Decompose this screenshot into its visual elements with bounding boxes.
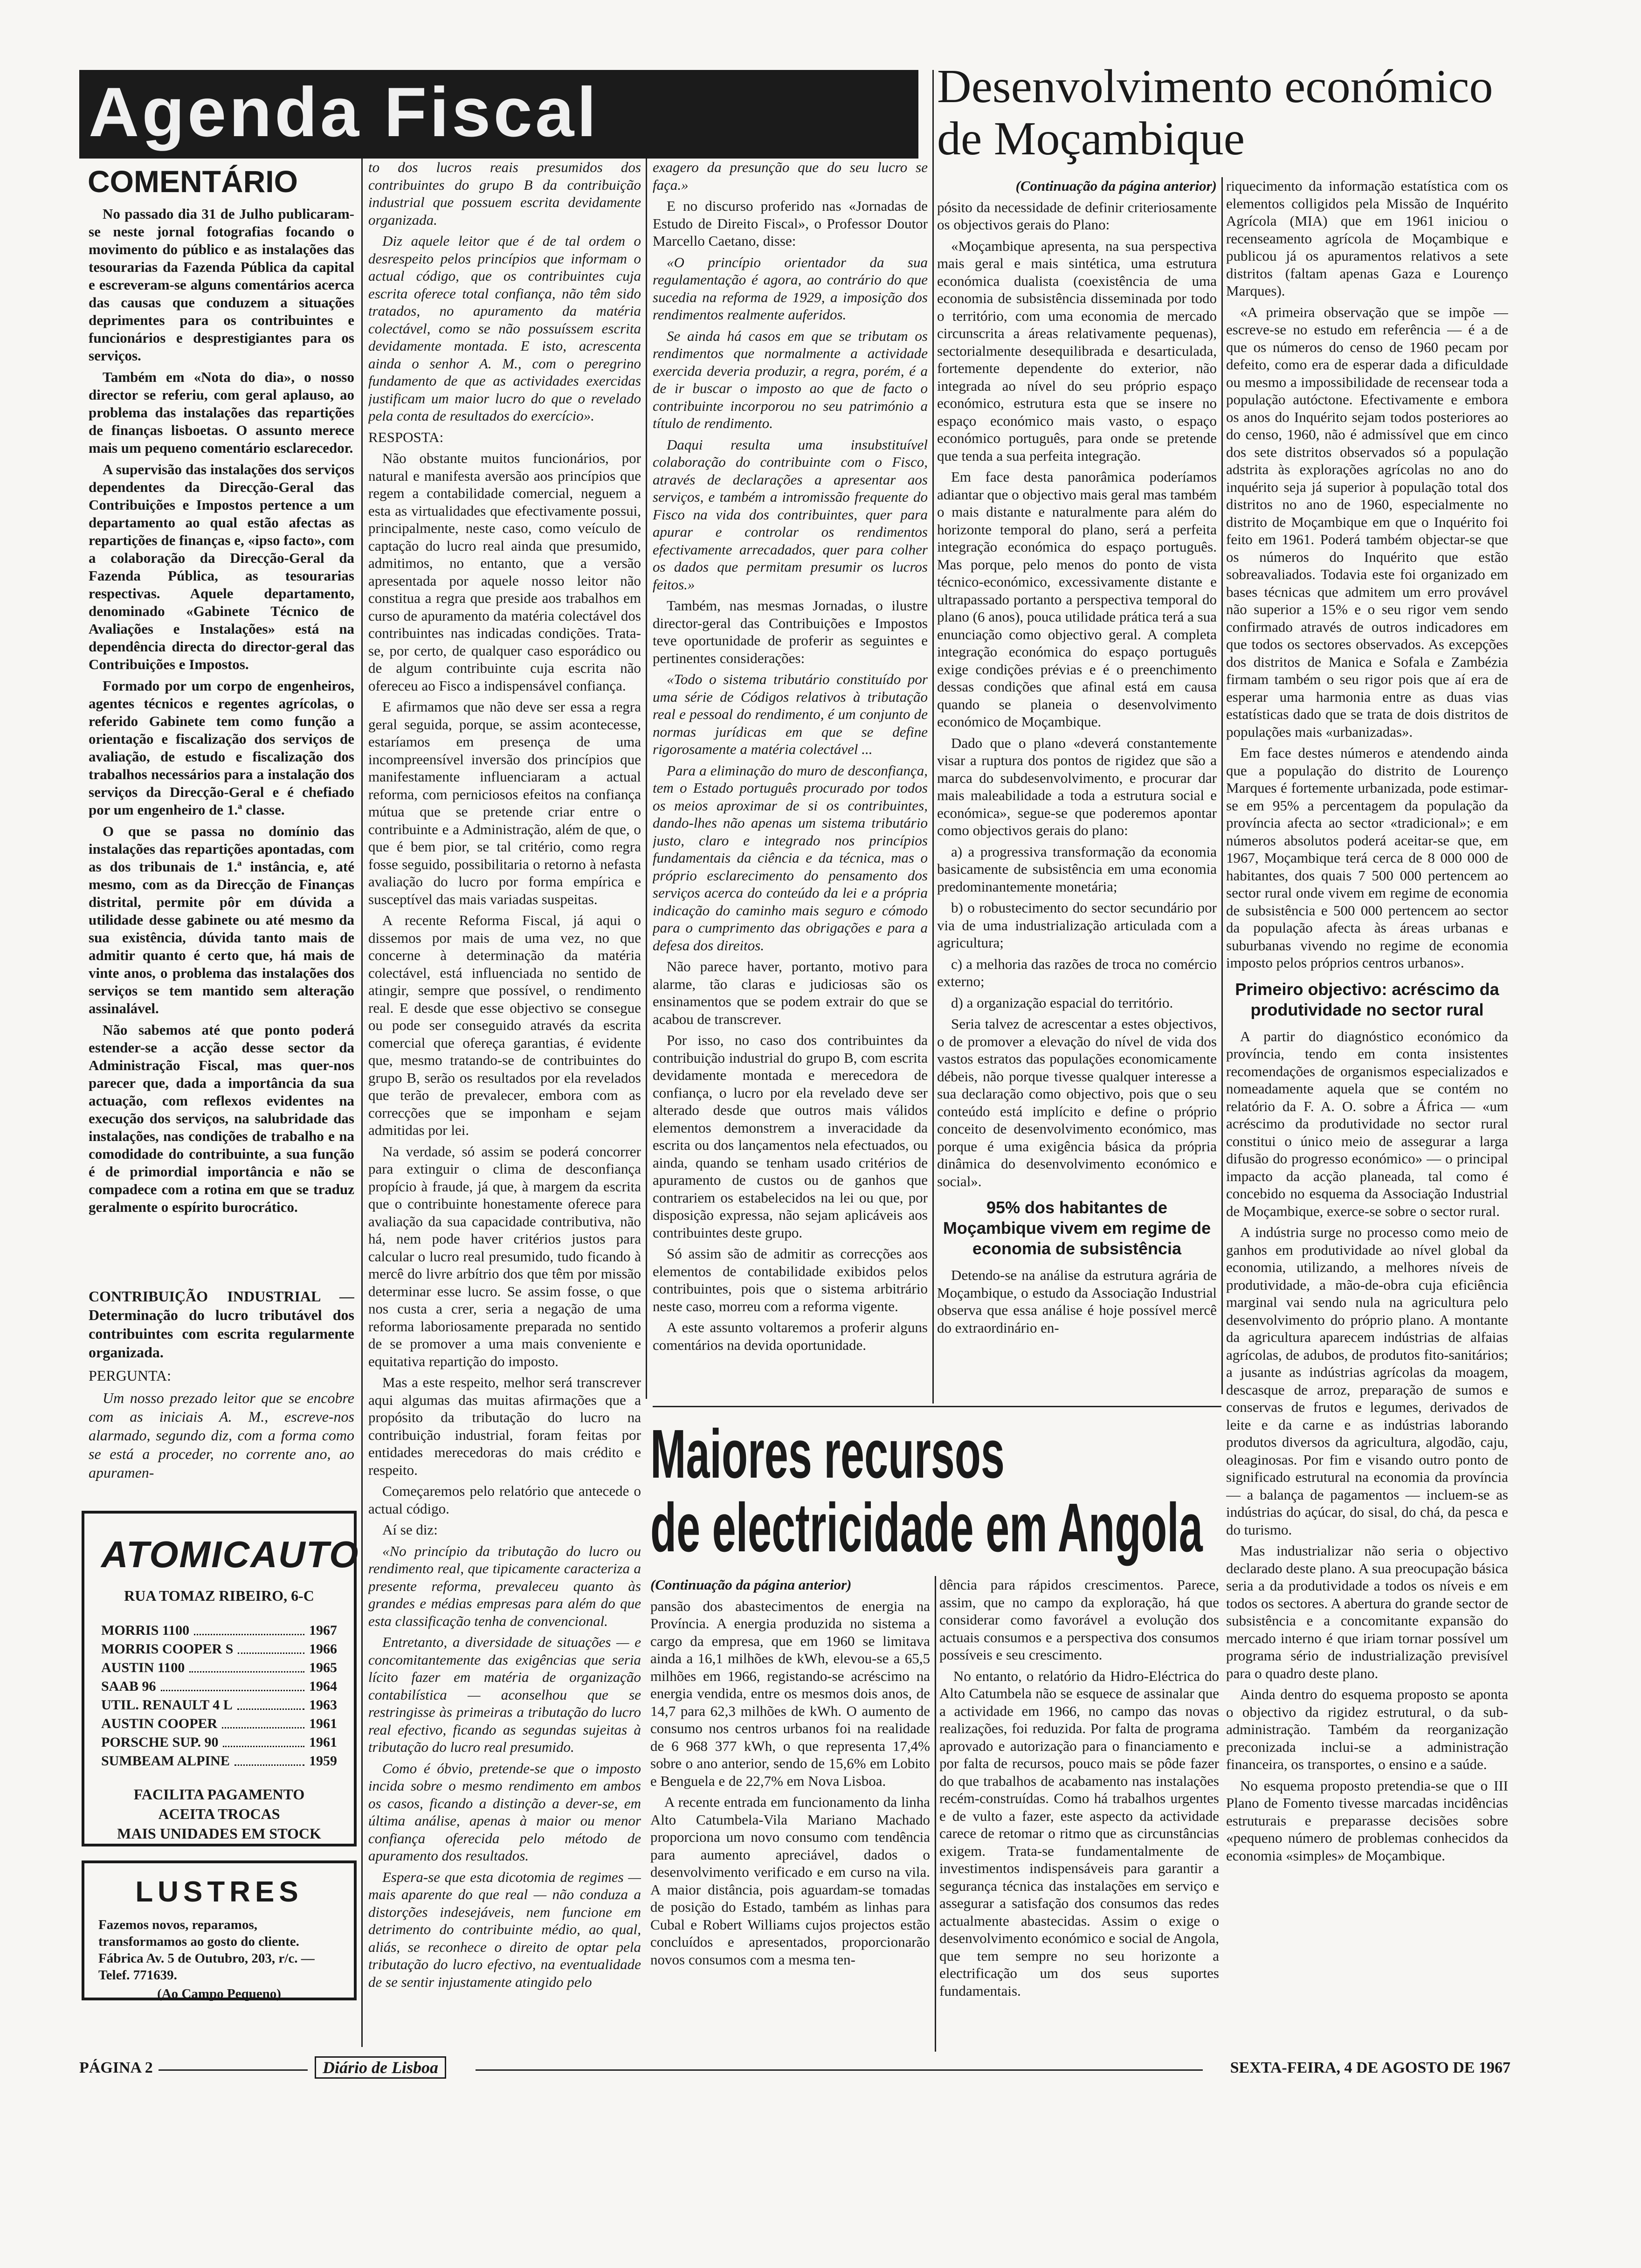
mocambique-subhead: 95% dos habitantes de Moçambique vivem em regime de economia de subsistência <box>943 1198 1211 1258</box>
car-year: 1959 <box>309 1753 337 1769</box>
comentario-intro: No passado dia 31 de Julho publicaram-se neste jornal fotografias focando o movimento do público e as instalações das tesourarias da Fazenda Pública da capital e escreveram-se alguns comentários acerca das causas que conduzem a situações deprimentes para os contribuintes e funcionários e desprestigiantes para os serviços. <box>89 206 354 364</box>
comentario-paragraph: Também em «Nota do dia», o nosso director se referiu, com geral aplauso, ao problema das instalações das repartições de finanças lisboetas. O assunto merece mais um pequeno comentário esclarecedor. <box>89 369 354 456</box>
comentario-title: COMENTÁRIO <box>88 164 298 199</box>
angola-paragraph: pansão dos abastecimentos de energia na Província. A energia produzida no sistema a cargo da empresa, que em 1960 se limitava ainda a 16,1 milhões de kWh, elevou-se a 65,5 milhões em 1966, registando-se acréscimo na energia vendida, entre os mesmos dois anos, de 14,7 para 62,3 milhões de kWh. O aumento de consumo nos centros urbanos foi na realidade de 6 968 377 kWh, o que representa 17,4% sobre o ano anterior, sendo de 15,6% em Lobito e Benguela e de 22,7% em Nova Lisboa. <box>650 1597 930 1789</box>
col2-paragraph: «No princípio da tributação do lucro ou rendimento real, que tipicamente caracteriza a presente reforma, prevaleceu quanto às grandes e médias empresas para além do que esta classificação tenha de convencional. <box>368 1542 641 1629</box>
masthead: Diário de Lisboa <box>315 2056 446 2079</box>
mocambique-paragraph: Dado que o plano «deverá constantemente visar a ruptura dos pontos de rigidez que são a marca do subdesenvolvimento, e procurar dar mais maleabilidade a toda a estrutura social e económica», segue-se que poderemos apontar como objectivos gerais do plano: <box>937 734 1217 838</box>
car-year: 1964 <box>309 1679 337 1694</box>
issue-date: SEXTA-FEIRA, 4 DE AGOSTO DE 1967 <box>1230 2059 1510 2076</box>
car-row <box>101 1677 337 1696</box>
col3-paragraph: exagero da presunção que do seu lucro se faça.» <box>653 159 928 193</box>
car-model: UTIL. RENAULT 4 L <box>101 1697 233 1713</box>
car-list <box>101 1621 337 1770</box>
car-model: SUMBEAM ALPINE <box>101 1753 230 1769</box>
dot-leader <box>234 1752 304 1766</box>
car-row <box>101 1715 337 1733</box>
mocambique-paragraph: No esquema proposto pretendia-se que o III Plano de Fomento tivesse marcadas incidências estruturais e preparasse decisões sobre «pequeno número de problemas conhecidos da economia «simples» de Moçambique. <box>1226 1777 1508 1864</box>
pergunta-text: Um nosso prezado leitor que se encobre com as iniciais A. M., escreve-nos alarmado, segundo diz, com a forma como se está a proceder, no corrente ano, ao apuramen- <box>89 1390 354 1481</box>
contribuicao-block <box>89 1287 354 1492</box>
mocambique-paragraph: a) a progressiva transformação da economia basicamente de subsistência em uma economia predominantemente monetária; <box>937 843 1217 895</box>
mocambique-paragraph: Ainda dentro do esquema proposto se aponta o objectivo da rigidez estrutural, o da sub-administração. Também da reorganização preconizada inclui-se a administração financeira, os transportes, o ensino e a saúde. <box>1226 1686 1508 1772</box>
car-row <box>101 1696 337 1715</box>
car-row <box>101 1621 337 1640</box>
car-model: MORRIS 1100 <box>101 1623 190 1638</box>
col2-paragraph: Como é óbvio, pretende-se que o imposto incida sobre o mesmo rendimento em ambos os casos, ficando a distinção a dever-se, em última análise, apenas à maior ou menor confiança oferecida pelo método de apuramento dos resultados. <box>368 1760 641 1864</box>
pergunta-label: PERGUNTA: <box>89 1367 171 1384</box>
atomicauto-line: FACILITA PAGAMENTO <box>133 1786 305 1803</box>
dot-leader <box>223 1733 304 1747</box>
mocambique-subhead: Primeiro objectivo: acréscimo da produtividade no sector rural <box>1235 979 1499 1019</box>
atomicauto-address: RUA TOMAZ RIBEIRO, 6-C <box>124 1587 314 1604</box>
continuation-note: (Continuação da página anterior) <box>1015 178 1217 194</box>
footer-rule <box>159 2069 308 2071</box>
column-rule <box>935 1576 936 2052</box>
continuation-note: (Continuação da página anterior) <box>650 1577 852 1593</box>
mocambique-paragraph: Em face destes números e atendendo ainda que a população do distrito de Lourenço Marques é fortemente urbanizada, pode estimar-se em 95% a percentagem da população da província afecta ao sector «tradicional»; e em números absolutos poderá aceitar-se que, em 1967, Moçambique terá cerca de 8 000 000 de habitantes, dos quais 7 500 000 pertencem ao sector rural onde vivem em regime de economia de subsistência e 500 000 pertencem ao sector da população afecta às áreas urbanas e suburbanas vivendo no regime de economia imposto pelos próprios centros urbanos». <box>1226 745 1508 971</box>
atomicauto-ad <box>82 1511 357 1846</box>
lustres-title: LUSTRES <box>135 1876 303 1908</box>
mocambique-paragraph: pósito da necessidade de definir criteriosamente os objectivos gerais do Plano: <box>937 199 1217 233</box>
column-rule <box>1221 177 1223 1394</box>
mocambique-paragraph: A indústria surge no processo como meio de ganhos em produtividade ao nível global da economia, utilizando, a melhores níveis de produtividade, a mão-de-obra cuja eficiência marginal vai sendo nula na agricultura pelo desenvolvimento do próprio plano. A montante da agricultura aparecem indústrias de alfaias agrícolas, de adubos, de produtos fito-sanitários; a jusante as indústrias agrícolas da moagem, descasque de arroz, preparação de sumos e conservas de frutos e legumes, derivados de leite e da carne e as indústrias laborando produtos diversos da agricultura, algodão, caju, oleaginosas. Por fim e visando outro ponto de significado estrutural na economia da província — a balança de pagamentos — incluem-se as indústrias do açúcar, do sisal, do chá, da pesca e do turismo. <box>1226 1224 1508 1538</box>
col2-paragraph: Começaremos pelo relatório que antecede o actual código. <box>368 1483 641 1517</box>
mocambique-paragraph: b) o robustecimento do sector secundário por via de uma industrialização articulada com a agricultura; <box>937 899 1217 951</box>
col2-paragraph: Não obstante muitos funcionários, por natural e manifesta aversão aos princípios que regem a contabilidade comercial, neguem a esta as virtualidades que efectivamente possui, principalmente, neste caso, como veículo de captação do lucro real ainda que presumido, admitimos, no entanto, que a versão apresentada por aquele nosso leitor não constitua a regra que preside aos trabalhos em curso de apuramento da matéria colectável dos contribuintes nas indicadas condições. Trata-se, por certo, de qualquer caso esporádico ou de algum contribuinte cuja escrita não ofereceu ao Fisco a indispensável confiança. <box>368 450 641 694</box>
col2-paragraph: Na verdade, só assim se poderá concorrer para extinguir o clima de desconfiança propício à fraude, já que, à margem da escrita que o contribuinte honestamente oferece para avaliação da sua capacidade contributiva, não há, nem pode haver critérios justos para calcular o lucro real presumido, tudo ficando à mercê do livre arbítrio dos que têm por missão determinar esse lucro. Se assim fosse, o que nos custa a crer, seria a negação de uma reforma laboriosamente preparada no sentido de se promover a uma mais conveniente e equitativa repartição do imposto. <box>368 1143 641 1369</box>
car-model: PORSCHE SUP. 90 <box>101 1735 219 1750</box>
car-year: 1966 <box>309 1641 337 1657</box>
angola-column-a <box>650 1576 930 2052</box>
car-year: 1961 <box>309 1716 337 1731</box>
angola-headline <box>650 1418 1219 1571</box>
section-banner <box>79 70 918 159</box>
page-number: PÁGINA 2 <box>79 2059 153 2076</box>
atomicauto-brand: ATOMICAUTO <box>101 1534 359 1575</box>
col2-paragraph: Aí se diz: <box>382 1521 438 1538</box>
lustres-note: (Ao Campo Pequeno) <box>157 1986 281 2001</box>
mocambique-paragraph: «A primeira observação que se impõe — escreve-se no estudo em referência — é a de que os números do censo de 1960 pecam por defeito, como era de esperar dada a dificuldade ou mesmo a impossibilidade de recensear toda a população autóctone. Efectivamente e embora os anos do Inquérito sejam todos posteriores ao do censo, 1960, não é admissível que em cinco dos sete distritos observados só a população adstrita às explorações agrícolas no ano do inquérito seja já superior à população total dos distritos no ano de 1960, especialmente no distrito de Moçambique em que o Inquérito foi feito em 1961. Poderá também objectar-se que os números do Inquérito que estão sobreavaliados. Todavia este foi organizado em bases técnicas que admitem um erro provável não superior a 15% e o seu rigor vem sendo confirmado através de outros indicadores em que todos os sectores observados. As excepções dos distritos de Manica e Sofala e Zambézia firmam também o seu rigor pois que aí era de esperar uma harmonia entre as duas vias estatísticas dado que se trata de dois distritos de populações mais «urbanizadas». <box>1226 304 1508 740</box>
mocambique-paragraph: Seria talvez de acrescentar a estes objectivos, o de promover a elevação do nível de vida dos vastos estratos das populações economicamente débeis, não porque tivesse qualquer interesse a sua declaração como objectivo, pois que o seu conteúdo está implícito e define o próprio conceito de desenvolvimento económico, mas porque é uma exigência básica da própria dinâmica do desenvolvimento económico e social». <box>937 1016 1217 1189</box>
car-row <box>101 1752 337 1770</box>
mocambique-column-b <box>1226 177 1508 2052</box>
angola-paragraph: dência para rápidos crescimentos. Parece, assim, que no campo da exploração, há que considerar como favorável a evolução dos actuais consumos e a perspectiva dos consumos possíveis e seu crescimento. <box>939 1577 1219 1663</box>
banner-text: Agenda Fiscal <box>89 73 599 151</box>
col2-paragraph: Espera-se que esta dicotomia de regimes — mais aparente do que real — não conduza a distorções indesejáveis, nem funcione em detrimento do contribuinte médio, ao qual, aliás, se reconhece o direito de optar pela tributação do lucro efectivo, na eventualidade de se sentir injustamente atingido pelo <box>368 1868 641 1990</box>
car-row <box>101 1640 337 1659</box>
page-footer <box>79 2056 1510 2084</box>
col3-paragraph: A este assunto voltaremos a proferir alguns comentários na devida oportunidade. <box>653 1319 928 1353</box>
car-year: 1967 <box>309 1623 337 1638</box>
col3-paragraph: Também, nas mesmas Jornadas, o ilustre director-geral das Contribuições e Impostos teve oportunidade de proferir as seguintes e pertinentes considerações: <box>653 597 928 666</box>
car-year: 1963 <box>309 1697 337 1713</box>
atomicauto-line: MAIS UNIDADES EM STOCK <box>117 1825 321 1842</box>
car-year: 1961 <box>309 1735 337 1750</box>
car-model: AUSTIN 1100 <box>101 1660 185 1675</box>
article-column-3 <box>653 159 928 1394</box>
col3-paragraph: Só assim são de admitir as correcções aos elementos de contabilidade exibidos pelos contribuintes, pois que o sistema arbitrário neste caso, morreu com a reforma vigente. <box>653 1245 928 1314</box>
resposta-label: RESPOSTA: <box>368 429 444 445</box>
article-column-2 <box>368 159 641 2052</box>
col2-paragraph: Diz aquele leitor que é de tal ordem o desrespeito pelos princípios que informam o actual código, que os contribuintes cuja escrita oferece total confiança, não têm sido tratados, no apuramento da matéria colectável, como se não possuíssem escrita devidamente montada. E isto, acrescenta ainda o senhor A. M., com o peregrino fundamento de que as actividades exercidas justificam um maior lucro do que o revelado pela conta de resultados do exercício». <box>368 233 641 424</box>
col2-paragraph: to dos lucros reais presumidos dos contribuintes do grupo B da contribuição industrial que possuem escrita devidamente organizada. <box>368 159 641 228</box>
comentario-paragraph: O que se passa no domínio das instalações das repartições apontadas, com as dos tribunais de 1.ª instância, e, até mesmo, com as da Direcção de Finanças distrital, permite pôr em dúvida a utilidade desse gabinete ou até mesmo da sua existência, dúvida tanto mais de admitir quanto é certo que, há mais de vinte anos, o problema das instalações dos serviços se tem mantido sem alteração assinalável. <box>89 823 354 1016</box>
dot-leader <box>222 1715 304 1729</box>
col2-paragraph: Mas a este respeito, melhor será transcrever aqui algumas das muitas afirmações que a propósito da tributação do lucro na contribuição industrial, foram feitas por entidades merecedoras do mais crédito e respeito. <box>368 1374 641 1478</box>
column-rule <box>361 159 363 2047</box>
mocambique-paragraph: riquecimento da informação estatística com os elementos colligidos pela Missão de Inquérito Agrícola (MIA) que em 1961 iniciou o recenseamento agrícola de Moçambique e publicou já os apuramentos relativos a sete distritos (faltam apenas Gaza e Lourenço Marques). <box>1226 178 1508 299</box>
angola-paragraph: No entanto, o relatório da Hidro-Eléctrica do Alto Catumbela não se esquece de assinalar que a actividade em 1966, no campo das novas realizações, foi reduzida. Por falta de programa aprovado e autorização para o financiamento e por falta de recursos, pouco mais se pôde fazer do que trabalhos de acabamento nas instalações recém-construídas. Como há trabalhos urgentes e de vulto a fazer, este aspecto da actividade carece de retomar o ritmo que as circunstâncias exigem. Trata-se fundamentalmente de investimentos indispensáveis para garantir a segurança técnica das instalações em serviço e assegurar a satisfação dos consumos das redes actualmente abastecidas. Assim o exige o desenvolvimento económico e social de Angola, que tem sempre no seu horizonte a electrificação um dos seus suportes fundamentais. <box>939 1667 1219 1999</box>
car-model: MORRIS COOPER S <box>101 1641 234 1657</box>
mocambique-paragraph: d) a organização espacial do território. <box>951 994 1173 1011</box>
comentario-column <box>89 205 354 1282</box>
col3-paragraph: «Todo o sistema tributário constituído por uma série de Códigos relativos à tributação real e pessoal do rendimento, é um conjunto de normas jurídicas em que se define rigorosamente a matéria colectável ... <box>653 671 928 757</box>
mocambique-paragraph: Detendo-se na análise da estrutura agrária de Moçambique, o estudo da Associação Industrial observa que essa análise é hoje possível mercê do extraordinário en- <box>937 1267 1217 1336</box>
col3-paragraph: E no discurso proferido nas «Jornadas de Estudo de Direito Fiscal», o Professor Doutor Marcello Caetano, disse: <box>653 198 928 249</box>
lustres-ad <box>82 1860 357 2000</box>
dot-leader <box>189 1659 304 1673</box>
mocambique-paragraph: «Moçambique apresenta, na sua perspectiva mais geral e mais sintética, uma estrutura económica dualista (coexistência de uma economia de subsistência disseminada por todo o território, com uma economia de mercado circunscrita a áreas relativamente pequenas), sectorialmente desequilibrada e desarticulada, fortemente dependente do exterior, não integrada ao nível do seu próprio espaço económico, estrutura esta que se insere no espaço económico mais vasto, o espaço económico português, para onde se pretende que tenda a sua perfeita integração. <box>937 237 1217 464</box>
dot-leader <box>161 1677 304 1691</box>
col3-paragraph: Daqui resulta uma insubstituível colaboração do contribuinte com o Fisco, através de declarações a apresentar aos serviços, e também a intromissão frequente do Fisco na vida dos contribuintes, quer para apurar e controlar os rendimentos efectivamente arrecadados, quer para colher os dados que permitam presumir os lucros feitos.» <box>653 436 928 593</box>
lustres-text: Fazemos novos, reparamos, transformamos ao gosto do cliente. Fábrica Av. 5 de Outubro, 203, r/c. — Telef. 771639. <box>98 1917 315 1983</box>
angola-column-b <box>939 1576 1219 2052</box>
car-model: SAAB 96 <box>101 1679 156 1694</box>
col2-paragraph: E afirmamos que não deve ser essa a regra geral seguida, porque, se assim acontecesse, estaríamos em presença de uma incompreensível inversão dos princípios que manifestamente influenciaram a actual reforma, com perniciosos efeitos na confiança mútua que se pretende criar entre o contribuinte e a Administração, além de que, o que é bem pior, se tal critério, como regra fosse seguido, possibilitaria o retorno à nefasta avaliação do lucro por forma empírica e susceptível das mais variadas suspeitas. <box>368 698 641 907</box>
mocambique-headline: Desenvolvimento económico de Moçambique <box>937 60 1493 165</box>
mocambique-paragraph: Mas industrializar não seria o objectivo declarado deste plano. A sua preocupação básica seria a da produtividade a todos os níveis e em todos os sectores. A abertura do grande sector de subsistência e a concomitante expansão do mercado interno é que iriam tornar possível um programa sério de industrialização previsível para o quadro deste plano. <box>1226 1542 1508 1681</box>
col3-paragraph: Para a eliminação do muro de desconfiança, tem o Estado português procurado por todos os meios aproximar de si os contribuintes, dando-lhes não apenas um sistema tributário justo, claro e integrado nos princípios fundamentais da ciência e da técnica, mas o próprio esclarecimento do pensamento dos serviços acerca do conteúdo da lei e a própria indicação do caminho mais seguro e cómodo para o cumprimento das obrigações e para a defesa dos direitos. <box>653 762 928 954</box>
mocambique-paragraph: Em face desta panorâmica poderíamos adiantar que o objectivo mais geral mas também o mais distante e naturalmente para além do horizonte temporal do plano, será a perfeita integração económica do espaço português. Mas porque, pelo menos do ponto de vista técnico-económico, excessivamente distante e ultrapassado portanto a perspectiva temporal do plano (6 anos), pouca utilidade prática terá a sua enunciação como objectivo geral. A completa integração económica do espaço português exige condições prévias e é o preenchimento dessas condições que afinal está em causa quando se planeia o desenvolvimento económico de Moçambique. <box>937 469 1217 730</box>
section-rule <box>653 1406 1221 1407</box>
comentario-paragraph: Não sabemos até que ponto poderá estender-se a acção desse sector da Administração Fiscal, mas quer-nos parecer que, dada a importância da sua actuação, com reflexos evidentes na execução dos serviços, na salubridade das instalações, nas condições de trabalho e na comodidade do contribuinte, a sua função é de primordial importância e não se compadece com a rotina em que se traduz geralmente o espírito burocrático. <box>89 1022 354 1215</box>
col3-paragraph: Por isso, no caso dos contribuintes da contribuição industrial do grupo B, com escrita devidamente montada e merecedora de confiança, o lucro por ela revelado deve ser alterado desde que outros mais válidos elementos demonstrem a inveracidade da escrita ou dos lançamentos nela efectuados, ou ainda, quando se tenham usado critérios de apuramento de custos ou de ganhos que contrariem os estabelecidos na lei ou que, por disposição expressa, não sejam aplicáveis aos contribuintes deste grupo. <box>653 1032 928 1241</box>
mocambique-column-a <box>937 177 1217 1399</box>
angola-headline-line: de electricidade em Angola <box>650 1489 1203 1566</box>
mocambique-paragraph: A partir do diagnóstico económico da província, tendo em conta insistentes recomendações de organismos especializados e nomeadamente aquela que se contém no relatório da F. A. O. sobre a África — «um acréscimo da produtividade no sector rural constitui o único meio de assegurar a larga difusão do progresso económico» — o principal impacto da acção planeada, tal como é concebido no esquema da Associação Industrial de Moçambique, exerce-se sobre o sector rural. <box>1226 1028 1508 1219</box>
car-row <box>101 1733 337 1752</box>
col3-paragraph: «O princípio orientador da sua regulamentação é agora, ao contrário do que sucedia na reforma de 1929, a imposição dos rendimentos realmente auferidos. <box>653 254 928 323</box>
angola-paragraph: A recente entrada em funcionamento da linha Alto Catumbela-Vila Mariano Machado proporciona um novo consumo com tendência para aumento apreciável, dados o desenvolvimento verificado e em curso na vila. A maior distância, pois aguardam-se tomadas de posição do Estado, também as linhas para Cubal e Robert Williams cujos projectos estão concluídos e apresentados, proporcionarão novos consumos com a mesma ten- <box>650 1794 930 1968</box>
comentario-paragraph: Formado por um corpo de engenheiros, agentes técnicos e regentes agrícolas, o referido Gabinete tem como função a orientação e fiscalização dos serviços de avaliação, de estudo e fiscalização dos trabalhos necessários para a instalação dos serviços da Direcção-Geral e é chefiado por um engenheiro de 1.ª classe. <box>89 678 354 818</box>
col2-paragraph: Entretanto, a diversidade de situações — e concomitantemente das exigências que seria lícito fazer em matéria de organização contabilística — aconselhou que se restringisse às primeiras a tributação do lucro real efectivo, ficando as segundas sujeitas à tributação do lucro real presumido. <box>368 1634 641 1755</box>
dot-leader <box>238 1640 304 1654</box>
contribuicao-title: CONTRIBUIÇÃO INDUSTRIAL — Determinação do lucro tributável dos contribuintes com escrita regularmente organizada. <box>89 1288 354 1361</box>
atomicauto-line: ACEITA TROCAS <box>158 1805 280 1822</box>
footer-rule <box>476 2069 1203 2071</box>
dot-leader <box>237 1696 304 1710</box>
angola-headline-line: Maiores recursos <box>650 1418 1005 1493</box>
column-rule <box>646 159 647 1399</box>
mocambique-paragraph: c) a melhoria das razões de troca no comércio externo; <box>937 955 1217 989</box>
col3-paragraph: Não parece haver, portanto, motivo para alarme, tão claras e judiciosas são os ensinamentos que se podem extrair do que se acabou de transcrever. <box>653 958 928 1027</box>
car-model: AUSTIN COOPER <box>101 1716 218 1731</box>
col2-paragraph: A recente Reforma Fiscal, já aqui o dissemos por mais de uma vez, no que concerne à determinação da matéria colectável, está influenciada no sentido de atingir, sempre que possível, o rendimento real. E desde que esse objectivo se consegue ou pode ser conseguido através da escrita comercial que ofereça garantias, é evidente que, mesmo tratando-se de contribuintes do grupo B, serão os resultados por ela revelados que terão de prevalecer, embora com as correcções que se imponham e sejam admitidas por lei. <box>368 912 641 1138</box>
dot-leader <box>194 1621 304 1635</box>
car-year: 1965 <box>309 1660 337 1675</box>
car-row <box>101 1659 337 1677</box>
column-rule <box>932 70 934 1404</box>
col3-paragraph: Se ainda há casos em que se tributam os rendimentos que normalmente a actividade exercida deveria produzir, a regra, porém, é a de ir buscar o imposto ao que de facto o contribuinte incorporou no seu património a título de rendimento. <box>653 327 928 431</box>
comentario-paragraph: A supervisão das instalações dos serviços dependentes da Direcção-Geral das Contribuições e Impostos pertence a um departamento ao qual estão afectas as repartições de finanças e, «ipso facto», com a colaboração da Direcção-Geral da Fazenda Pública, as tesourarias respectivas. Aquele departamento, denominado «Gabinete Técnico de Avaliações e Instalações» está na dependência directa do director-geral das Contribuições e Impostos. <box>89 461 354 672</box>
